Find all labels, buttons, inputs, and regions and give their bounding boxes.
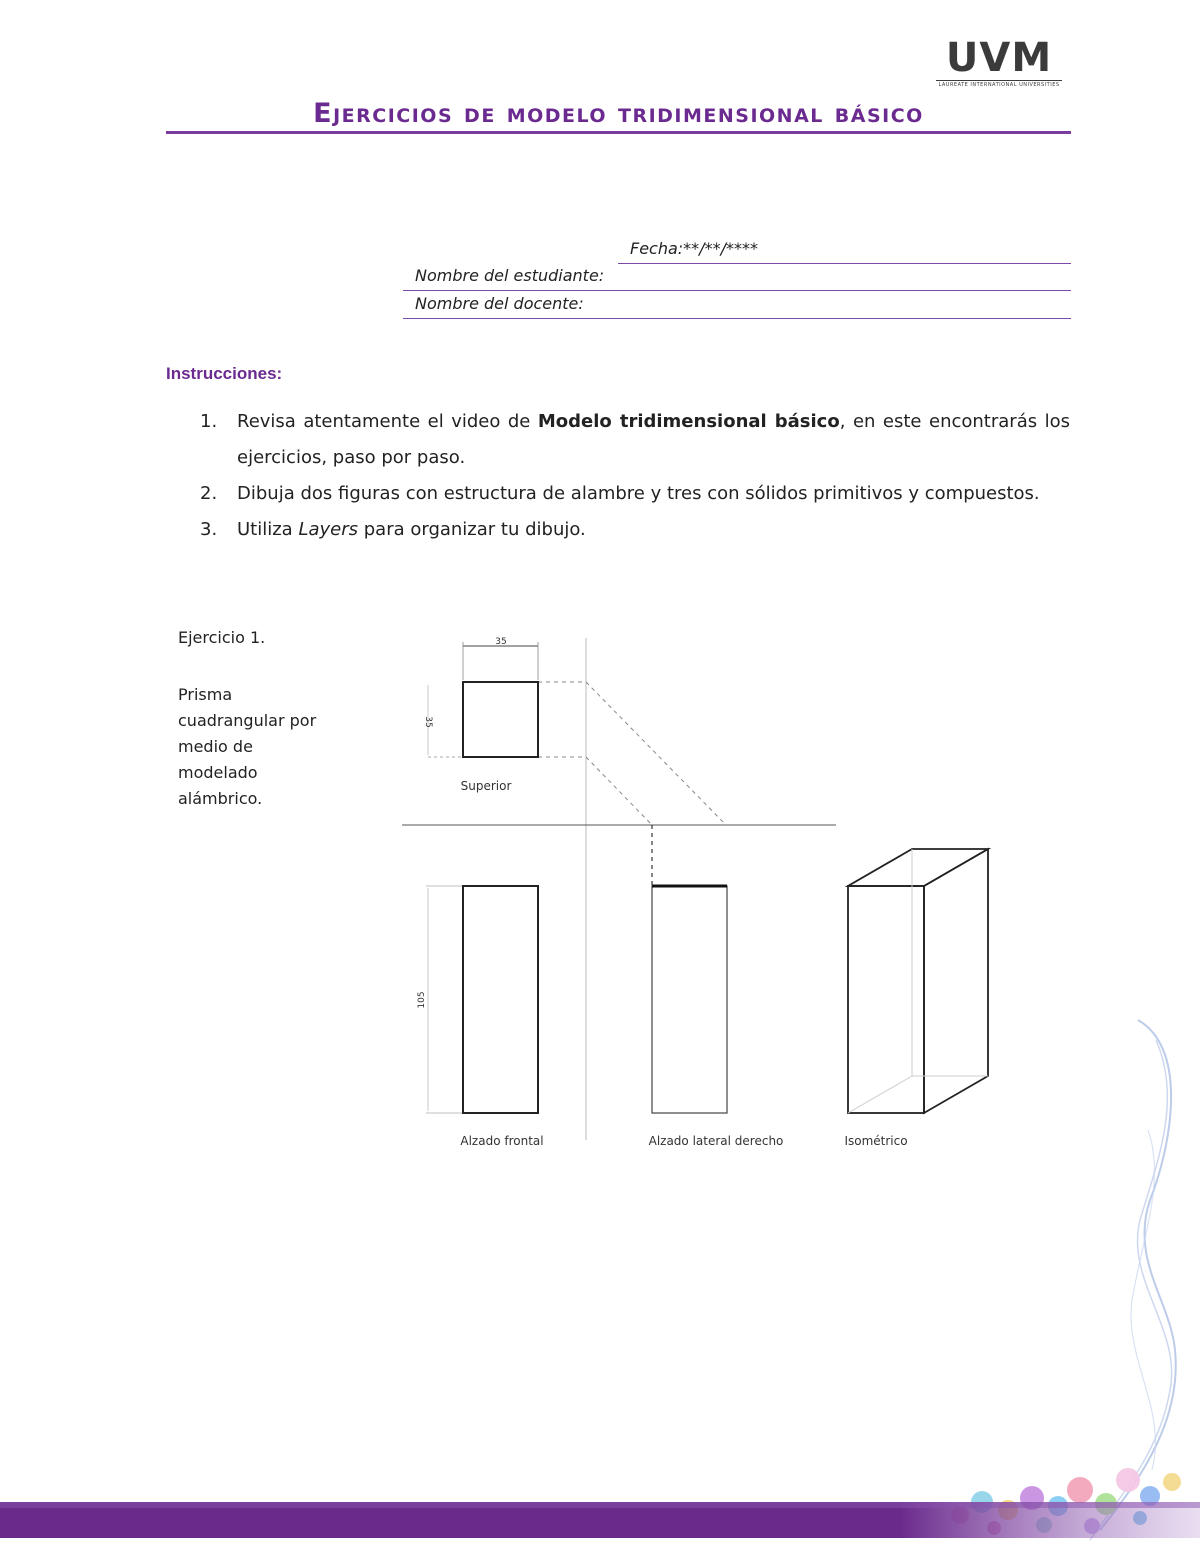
step-text: Utiliza [237,519,299,540]
logo-text: UVM [945,35,1053,81]
front-view-rect [463,886,538,1113]
instructions-title: Instrucciones: [166,364,283,383]
instruction-step [200,476,1070,512]
date-field[interactable]: Fecha:**/**/**** [618,237,1071,264]
exercise-title: Ejercicio 1. [178,628,266,647]
top-view-square [463,682,538,757]
step-italic-text: Layers [298,519,359,540]
isometric-hidden-edge [848,1076,912,1113]
student-name-field[interactable]: Nombre del estudiante: [403,264,1071,291]
footer-bar [0,1500,1200,1540]
instruction-step [200,404,1070,476]
label-front-view: Alzado frontal [460,1134,544,1148]
label-isometric-view: Isométrico [844,1134,908,1148]
uvm-logo [936,35,1062,94]
isometric-top-face [848,849,988,886]
step-text: para organizar tu dibujo. [358,519,586,540]
orthographic-drawing [400,630,1000,1160]
dimension-depth-label: 35 [423,716,433,728]
step-bold-text: Modelo tridimensional básico [537,411,840,432]
isometric-front-face [848,886,924,1113]
label-side-view: Alzado lateral derecho [648,1134,784,1148]
projection-line [586,757,652,825]
projection-line [586,682,726,825]
label-top-view: Superior [460,779,512,793]
step-number: 2. [200,483,218,504]
dimension-width-label: 35 [495,637,507,647]
step-number: 3. [200,519,218,540]
instruction-step [200,512,1070,548]
step-text: Revisa atentamente el video de [237,411,538,432]
side-view-rect [652,886,727,1113]
dimension-height-label: 105 [417,991,427,1009]
decorative-swirls [920,1010,1200,1553]
teacher-name-field[interactable]: Nombre del docente: [403,292,1071,319]
exercise-description: Prisma cuadrangular por medio de modelado alámbrico. [178,685,317,808]
step-number: 1. [200,411,218,432]
instructions-list [200,404,1070,548]
document-title: Ejercicios de modelo tridimensional básico [166,98,1071,134]
step-text: Dibuja dos figuras con estructura de alambre y tres con sólidos primitivos y compuestos. [237,483,1040,504]
step-text: , en este encontrarás los ejercicios, paso por paso. [237,411,1070,468]
logo-subtext: LAUREATE INTERNATIONAL UNIVERSITIES [936,80,1062,88]
